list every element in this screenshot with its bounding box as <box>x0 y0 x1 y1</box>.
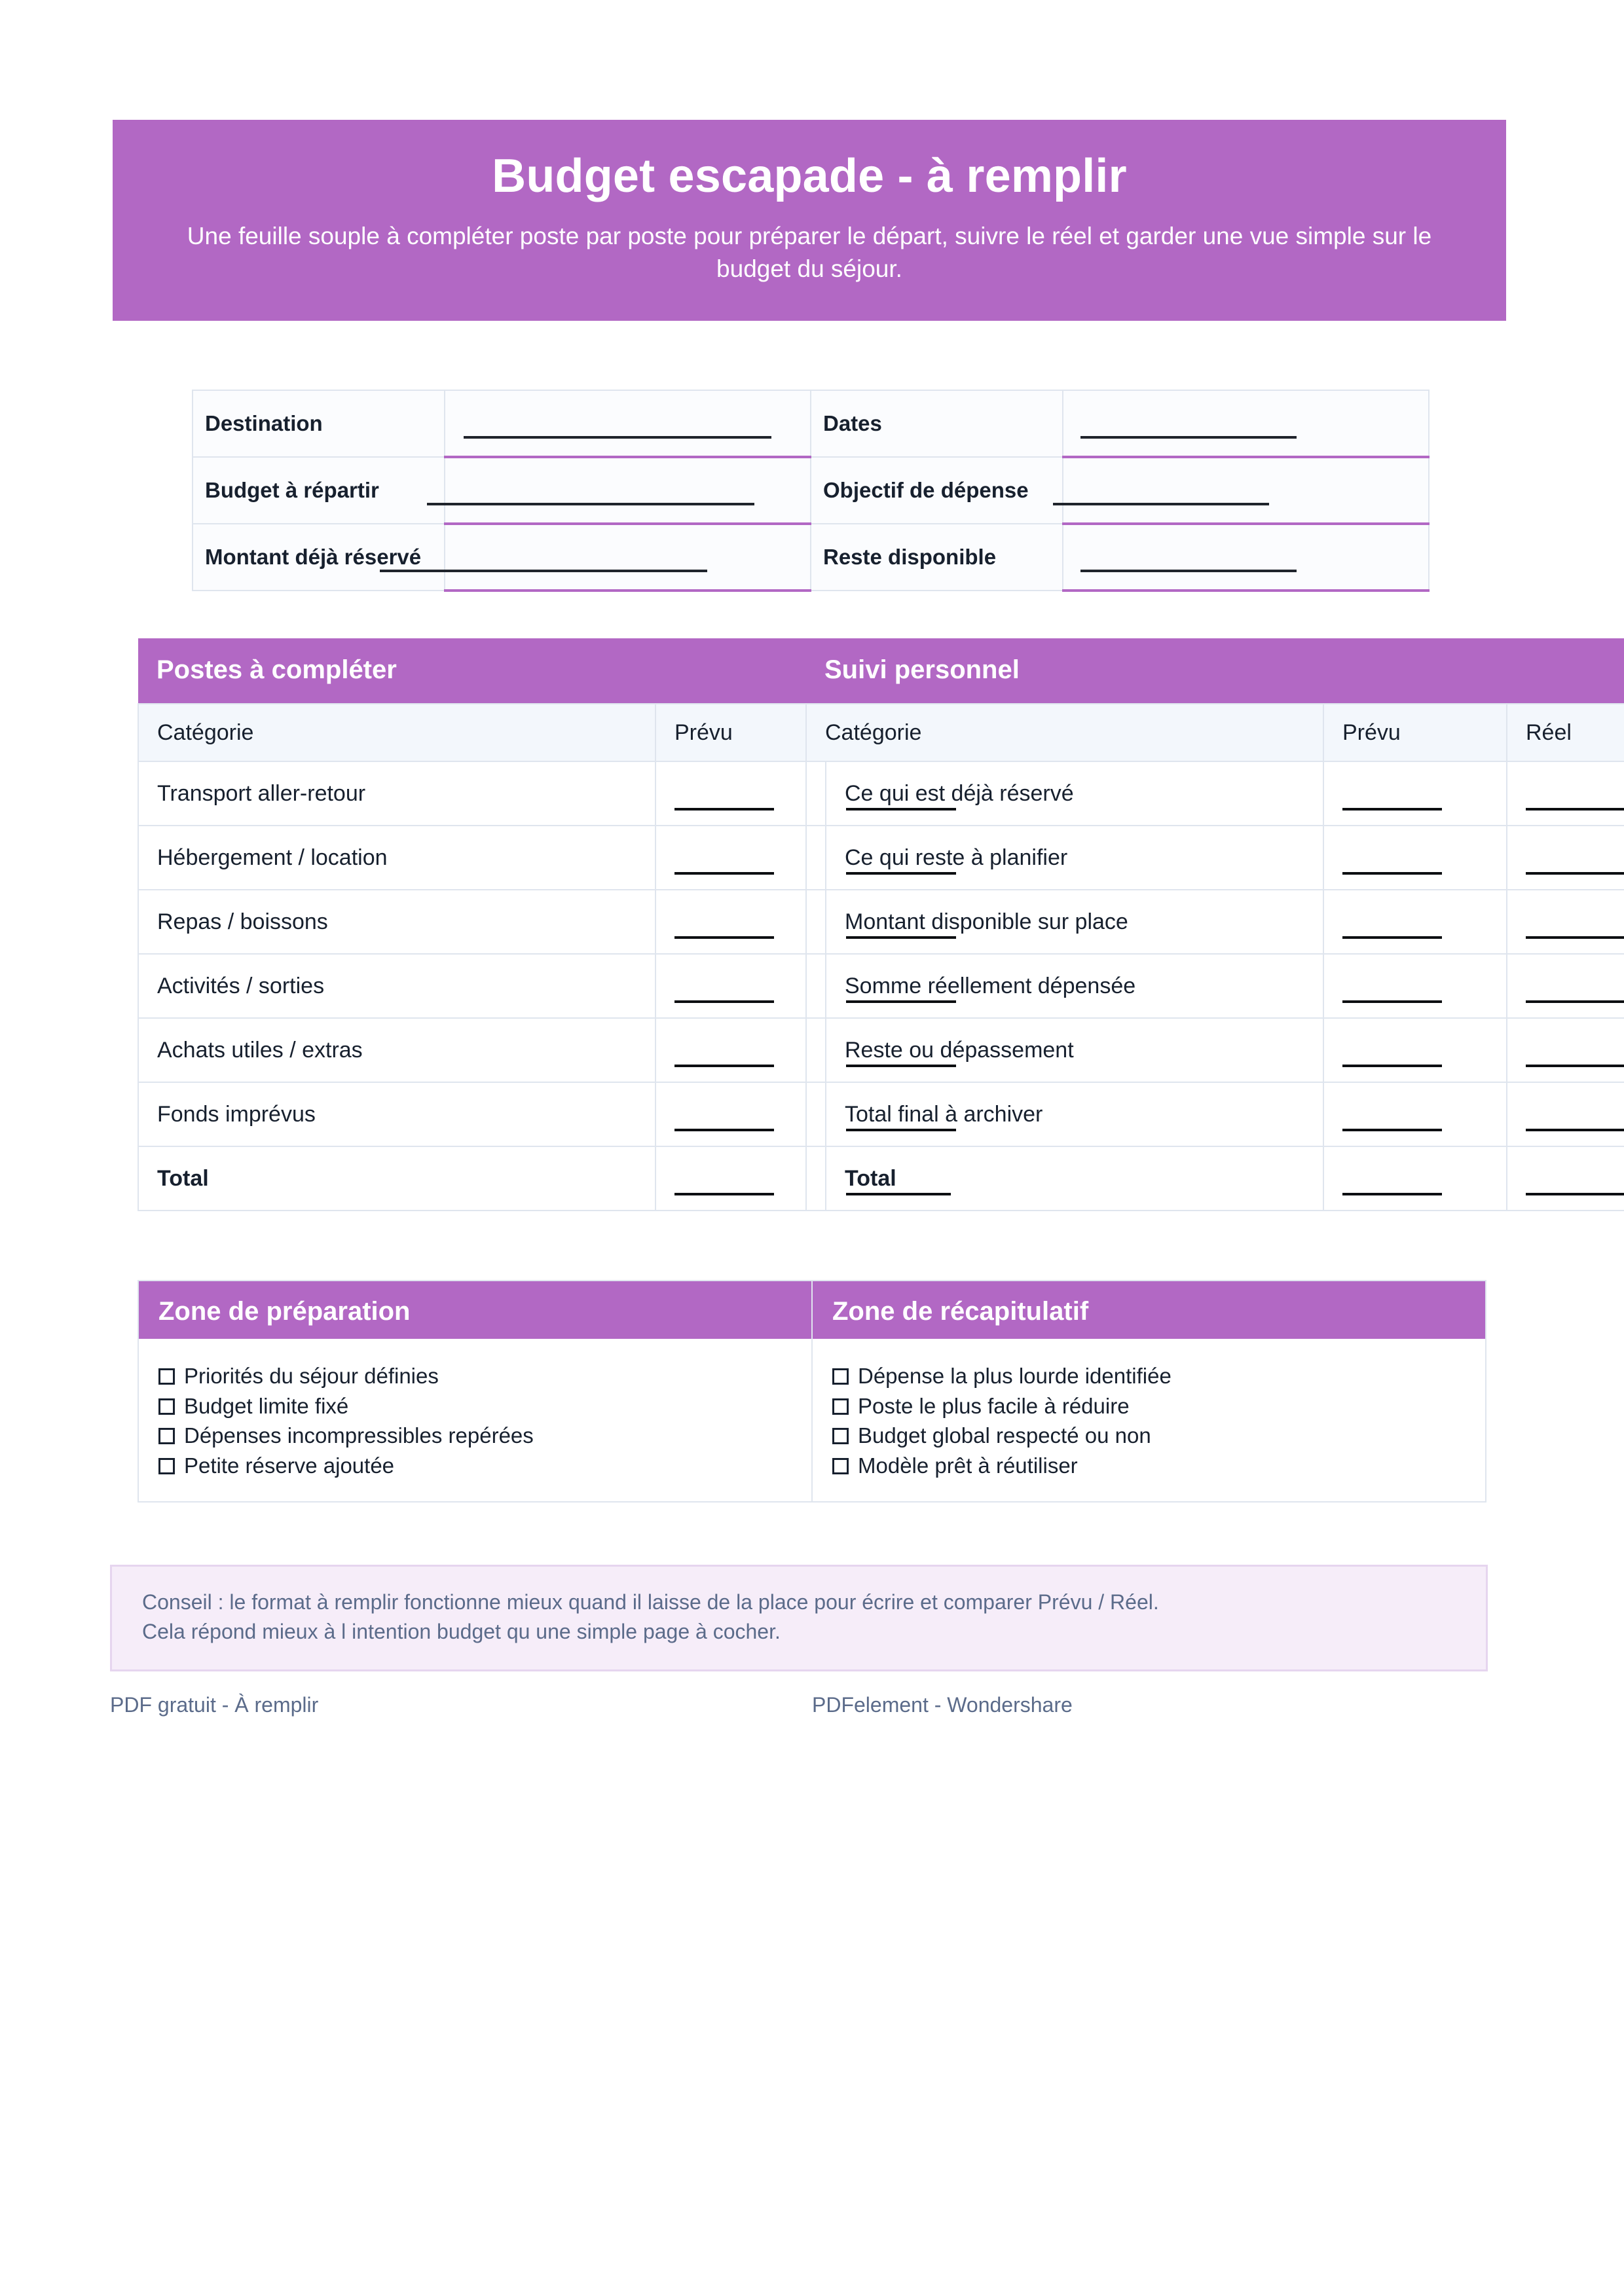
table-row <box>138 890 806 954</box>
cell-prevu[interactable] <box>1323 954 1507 1018</box>
checklist-label: Dépense la plus lourde identifiée <box>858 1364 1172 1388</box>
write-line <box>846 808 956 811</box>
row-gutter <box>806 826 826 890</box>
cell-prevu[interactable] <box>655 1082 806 1146</box>
col-header-categorie-left: Catégorie <box>138 704 655 761</box>
cell-prevu[interactable] <box>1323 1082 1507 1146</box>
write-line <box>846 1129 956 1131</box>
tip-line-1: Conseil : le format à remplir fonctionne mieux quand il laisse de la place pour écrire et comparer Prévu / Réel. <box>142 1590 1159 1614</box>
table-row <box>806 890 1624 954</box>
zone-body-recapitulatif <box>813 1339 1485 1501</box>
info-label-destination: Destination <box>193 390 445 457</box>
info-field-budget-a-repartir[interactable] <box>445 457 811 524</box>
info-row <box>193 524 1429 591</box>
hero-banner <box>113 120 1506 321</box>
cell-reel[interactable] <box>1507 826 1624 890</box>
info-label-reste-disponible: Reste disponible <box>811 524 1063 591</box>
col-header-prevu-right: Prévu <box>1323 704 1507 761</box>
write-line <box>674 936 774 939</box>
write-line <box>427 503 754 505</box>
checklist-item[interactable] <box>832 1421 1466 1451</box>
checklist-label: Priorités du séjour définies <box>184 1364 439 1388</box>
checkbox-icon[interactable] <box>832 1398 849 1415</box>
cell-reel[interactable] <box>1507 1082 1624 1146</box>
table-row <box>806 761 1624 826</box>
col-header-categorie-right: Catégorie <box>806 704 1323 761</box>
write-line <box>1526 936 1624 939</box>
checkbox-icon[interactable] <box>158 1398 175 1415</box>
tip-line-2: Cela répond mieux à l intention budget qu une simple page à cocher. <box>142 1620 781 1644</box>
write-line <box>674 1193 774 1195</box>
write-line <box>464 436 771 439</box>
checkbox-icon[interactable] <box>158 1428 175 1444</box>
checkbox-icon[interactable] <box>158 1368 175 1385</box>
table-row <box>806 826 1624 890</box>
cell-prevu[interactable] <box>655 826 806 890</box>
checklist-item[interactable] <box>158 1451 792 1481</box>
cell-reel-total[interactable] <box>1507 1146 1624 1211</box>
page-footer <box>110 1693 1488 1727</box>
page-subtitle: Une feuille souple à compléter poste par poste pour préparer le départ, suivre le réel et garder une vue simple sur le budget du séjour. <box>187 222 1432 282</box>
write-line <box>1053 503 1269 505</box>
write-line <box>1526 1193 1624 1195</box>
row-label: Transport aller-retour <box>138 761 655 826</box>
row-gutter <box>806 1018 826 1082</box>
checklist-item[interactable] <box>158 1391 792 1421</box>
cell-reel[interactable] <box>1507 954 1624 1018</box>
write-line <box>1526 1129 1624 1131</box>
footer-right-text: PDFelement - Wondershare <box>812 1693 1073 1717</box>
row-label-total: Total <box>826 1146 1323 1211</box>
table-row <box>806 1082 1624 1146</box>
postes-a-completer-table <box>138 638 805 1211</box>
cell-prevu[interactable] <box>1323 890 1507 954</box>
row-label: Montant disponible sur place <box>826 890 1323 954</box>
info-field-destination[interactable] <box>445 390 811 457</box>
budget-tables-section <box>138 638 1624 1211</box>
write-line <box>1342 1065 1442 1067</box>
write-line <box>1526 808 1624 811</box>
write-line <box>674 872 774 875</box>
table-row-total <box>806 1146 1624 1211</box>
checklist-label: Dépenses incompressibles repérées <box>184 1423 534 1448</box>
checklist-label: Petite réserve ajoutée <box>184 1453 395 1478</box>
zone-title-recapitulatif: Zone de récapitulatif <box>813 1281 1485 1339</box>
checkbox-icon[interactable] <box>832 1428 849 1444</box>
table-row-total <box>138 1146 806 1211</box>
zone-title-preparation: Zone de préparation <box>139 1281 811 1339</box>
table-row <box>138 761 806 826</box>
checklist-item[interactable] <box>832 1451 1466 1481</box>
cell-prevu[interactable] <box>655 890 806 954</box>
info-label-montant-deja-reserve: Montant déjà réservé <box>193 524 445 591</box>
table-title-suivi: Suivi personnel <box>806 638 1624 704</box>
write-line <box>1342 1193 1442 1195</box>
write-line <box>674 1000 774 1003</box>
info-field-objectif-de-depense[interactable] <box>1063 457 1429 524</box>
write-line <box>846 872 956 875</box>
info-field-montant-deja-reserve[interactable] <box>445 524 811 591</box>
row-label: Achats utiles / extras <box>138 1018 655 1082</box>
table-row <box>138 1018 806 1082</box>
table-row <box>806 954 1624 1018</box>
write-line <box>1080 570 1297 572</box>
checkbox-icon[interactable] <box>832 1458 849 1474</box>
checklist-item[interactable] <box>832 1391 1466 1421</box>
row-gutter <box>806 1082 826 1146</box>
col-header-prevu-left: Prévu <box>655 704 806 761</box>
trip-info-table <box>192 390 1430 592</box>
row-label: Fonds imprévus <box>138 1082 655 1146</box>
tip-box <box>110 1565 1488 1671</box>
checkbox-icon[interactable] <box>158 1458 175 1474</box>
write-line <box>674 1065 774 1067</box>
checklist-zones-section <box>138 1280 1486 1503</box>
footer-left-text: PDF gratuit - À remplir <box>110 1693 319 1717</box>
zone-recapitulatif <box>813 1280 1486 1503</box>
cell-prevu[interactable] <box>1323 761 1507 826</box>
row-gutter <box>806 954 826 1018</box>
cell-prevu[interactable] <box>655 954 806 1018</box>
checklist-label: Modèle prêt à réutiliser <box>858 1453 1078 1478</box>
row-label-total: Total <box>138 1146 655 1211</box>
write-line <box>1526 872 1624 875</box>
table-row <box>138 826 806 890</box>
write-line <box>1526 1000 1624 1003</box>
row-gutter <box>806 1146 826 1211</box>
checklist-item[interactable] <box>832 1361 1466 1391</box>
write-line <box>380 570 707 572</box>
cell-reel[interactable] <box>1507 1018 1624 1082</box>
write-line <box>1342 872 1442 875</box>
write-line <box>846 936 956 939</box>
checklist-label: Budget limite fixé <box>184 1393 349 1418</box>
checklist-label: Budget global respecté ou non <box>858 1423 1151 1448</box>
suivi-personnel-table <box>805 638 1624 1211</box>
info-label-objectif-de-depense: Objectif de dépense <box>811 457 1063 524</box>
row-gutter <box>806 890 826 954</box>
table-title-postes: Postes à compléter <box>138 638 806 704</box>
row-label: Ce qui est déjà réservé <box>826 761 1323 826</box>
row-label: Repas / boissons <box>138 890 655 954</box>
write-line <box>674 1129 774 1131</box>
cell-reel[interactable] <box>1507 761 1624 826</box>
row-label: Somme réellement dépensée <box>826 954 1323 1018</box>
info-row <box>193 390 1429 457</box>
write-line <box>846 1193 951 1195</box>
row-label: Activités / sorties <box>138 954 655 1018</box>
col-header-reel-right: Réel <box>1507 704 1624 761</box>
info-field-reste-disponible[interactable] <box>1063 524 1429 591</box>
write-line <box>846 1000 956 1003</box>
row-label: Total final à archiver <box>826 1082 1323 1146</box>
write-line <box>1342 936 1442 939</box>
info-field-dates[interactable] <box>1063 390 1429 457</box>
info-row <box>193 457 1429 524</box>
row-label: Ce qui reste à planifier <box>826 826 1323 890</box>
write-line <box>1342 1129 1442 1131</box>
zone-preparation <box>138 1280 813 1503</box>
cell-prevu[interactable] <box>655 1018 806 1082</box>
checklist-item[interactable] <box>158 1421 792 1451</box>
write-line <box>1080 436 1297 439</box>
info-label-dates: Dates <box>811 390 1063 457</box>
cell-prevu[interactable] <box>1323 826 1507 890</box>
table-row <box>806 1018 1624 1082</box>
cell-prevu-total[interactable] <box>655 1146 806 1211</box>
write-line <box>846 1065 956 1067</box>
write-line <box>674 808 774 811</box>
page-title: Budget escapade - à remplir <box>492 150 1127 202</box>
zone-body-preparation <box>139 1339 811 1501</box>
cell-prevu-total[interactable] <box>1323 1146 1507 1211</box>
info-label-budget-a-repartir: Budget à répartir <box>193 457 445 524</box>
write-line <box>1342 1000 1442 1003</box>
cell-prevu[interactable] <box>655 761 806 826</box>
row-gutter <box>806 761 826 826</box>
table-row <box>138 1082 806 1146</box>
table-row <box>138 954 806 1018</box>
checklist-item[interactable] <box>158 1361 792 1391</box>
row-label: Reste ou dépassement <box>826 1018 1323 1082</box>
write-line <box>1526 1065 1624 1067</box>
checkbox-icon[interactable] <box>832 1368 849 1385</box>
checklist-label: Poste le plus facile à réduire <box>858 1393 1130 1418</box>
row-label: Hébergement / location <box>138 826 655 890</box>
write-line <box>1342 808 1442 811</box>
cell-prevu[interactable] <box>1323 1018 1507 1082</box>
cell-reel[interactable] <box>1507 890 1624 954</box>
